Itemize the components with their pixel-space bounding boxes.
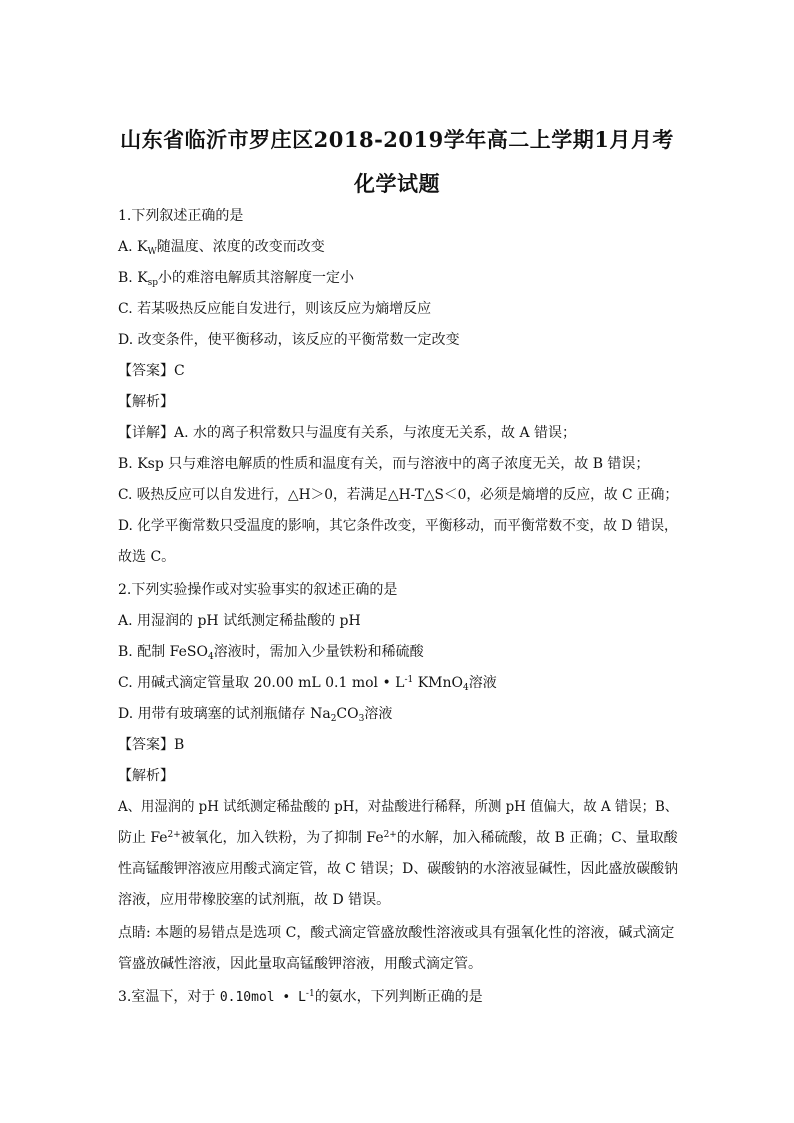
q1-detail-4: D. 化学平衡常数只受温度的影响，其它条件改变，平衡移动，而平衡常数不变，故 D 错误， bbox=[118, 518, 678, 534]
q3-stem-concentration: 0.10mol • L bbox=[219, 990, 306, 1005]
q2-analysis-2 bbox=[118, 828, 678, 848]
exam-subtitle: 化学试题 bbox=[354, 171, 440, 196]
q2-tip-1: 点睛: 本题的易错点是选项 C，酸式滴定管盛放酸性溶液或具有强氧化性的溶液，碱式滴定 bbox=[118, 925, 675, 941]
q2-answer: 【答案】B bbox=[118, 737, 185, 753]
q1-option-c: C. 若某吸热反应能自发进行，则该反应为熵增反应 bbox=[118, 301, 432, 317]
q2-an2-pre: 防止 Fe bbox=[118, 830, 168, 846]
q2-c-sub: 4 bbox=[463, 683, 469, 693]
q2-analysis-label: 【解析】 bbox=[118, 768, 174, 784]
q2-analysis-3: 性高锰酸钾溶液应用酸式滴定管，故 C 错误；D、碳酸钠的水溶液显碱性，因此盛放碳酸钠 bbox=[118, 861, 679, 877]
q2-b-post: 溶液时，需加入少量铁粉和稀硫酸 bbox=[213, 644, 424, 660]
q1-option-d: D. 改变条件，使平衡移动，该反应的平衡常数一定改变 bbox=[118, 332, 460, 348]
q1-answer: 【答案】C bbox=[118, 363, 185, 379]
q2-an2-mid: 被氧化，加入铁粉，为了抑制 Fe bbox=[180, 830, 384, 846]
q1-detail-3: C. 吸热反应可以自发进行，△H＞0，若满足△H-T△S＜0，必须是熵增的反应，故 C 正确； bbox=[118, 487, 679, 503]
q2-analysis-4: 溶液，应用带橡胶塞的试剂瓶，故 D 错误。 bbox=[118, 892, 391, 908]
q2-c-post: 溶液 bbox=[468, 675, 497, 691]
q2-b-sub: 4 bbox=[207, 652, 214, 662]
q2-option-d bbox=[118, 704, 392, 724]
q1-option-a bbox=[118, 237, 325, 257]
q3-stem-post: 的氨水，下列判断正确的是 bbox=[314, 989, 483, 1005]
q2-option-a: A. 用湿润的 pH 试纸测定稀盐酸的 pH bbox=[118, 613, 361, 629]
q1-detail-2: B. Ksp 只与难溶电解质的性质和温度有关，而与溶液中的离子浓度无关，故 B 错误； bbox=[118, 456, 650, 472]
q2-an2-sup2: 2+ bbox=[383, 830, 397, 840]
q2-c-pre: C. 用碱式滴定管量取 20.00 mL 0.1 mol • L bbox=[118, 675, 405, 691]
q1-stem: 1.下列叙述正确的是 bbox=[118, 208, 244, 224]
q2-option-c bbox=[118, 673, 497, 693]
q2-b-pre: B. 配制 FeSO bbox=[118, 644, 208, 660]
q1-b-sub: sp bbox=[147, 278, 159, 288]
q1-detail-1: 【详解】A. 水的离子积常数只与温度有关系，与浓度无关系，故 A 错误； bbox=[118, 425, 577, 441]
q3-stem bbox=[118, 987, 483, 1008]
q2-an2-post: 的水解，加入稀硫酸，故 B 正确；C、量取酸 bbox=[396, 830, 678, 846]
q2-c-mid: KMnO bbox=[413, 675, 463, 691]
q3-stem-sup: -1 bbox=[305, 989, 315, 999]
q2-d-pre: D. 用带有玻璃塞的试剂瓶储存 Na bbox=[118, 706, 331, 722]
q2-d-mid: CO bbox=[336, 706, 359, 722]
q2-d-post: 溶液 bbox=[364, 706, 393, 722]
q3-stem-pre: 3.室温下，对于 bbox=[118, 989, 220, 1005]
q1-detail-5: 故选 C。 bbox=[118, 549, 176, 565]
q2-analysis-1: A、用湿润的 pH 试纸测定稀盐酸的 pH，对盐酸进行稀释，所测 pH 值偏大，故 A 错误；B、 bbox=[118, 799, 679, 815]
q2-d-sub1: 2 bbox=[330, 714, 337, 724]
q2-tip-2: 管盛放碱性溶液，因此量取高锰酸钾溶液，用酸式滴定管。 bbox=[118, 956, 482, 972]
q1-analysis-label: 【解析】 bbox=[118, 394, 174, 410]
q2-c-sup: -1 bbox=[404, 675, 414, 685]
q1-a-sub: W bbox=[147, 247, 157, 257]
q1-a-post: 随温度、浓度的改变而改变 bbox=[156, 239, 325, 255]
q2-stem: 2.下列实验操作或对实验事实的叙述正确的是 bbox=[118, 582, 398, 598]
q1-a-pre: A. K bbox=[118, 239, 148, 255]
exam-title: 山东省临沂市罗庄区2018-2019学年高二上学期1月月考 bbox=[120, 127, 674, 152]
q2-option-b bbox=[118, 642, 424, 662]
q1-b-pre: B. K bbox=[118, 270, 148, 286]
q1-b-post: 小的难溶电解质其溶解度一定小 bbox=[158, 270, 355, 286]
q1-option-b bbox=[118, 268, 354, 288]
q2-d-sub2: 3 bbox=[358, 714, 365, 724]
q2-an2-sup1: 2+ bbox=[167, 830, 181, 840]
